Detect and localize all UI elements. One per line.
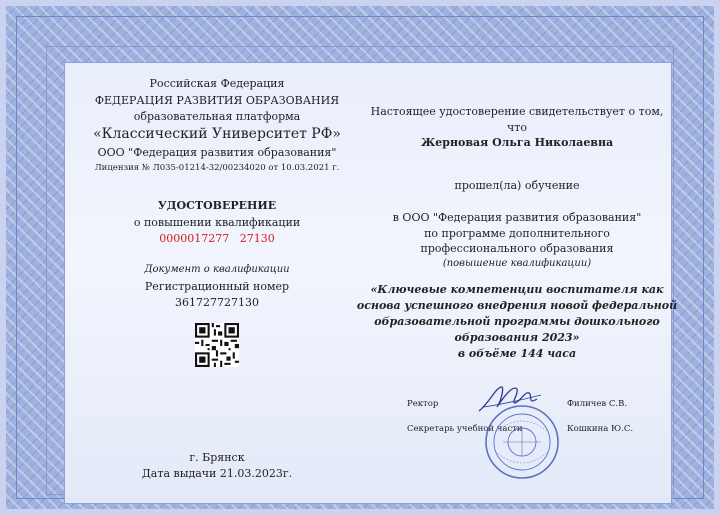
course-hours: в объёме 144 часа xyxy=(457,347,577,360)
course-title-line-4: образования 2023» xyxy=(454,331,580,344)
stamp-seal-icon xyxy=(483,403,561,481)
program-line-3: (повышение квалификации) xyxy=(442,258,592,269)
certificate-body xyxy=(64,62,678,504)
secretary-label: Секретарь учебной части xyxy=(407,424,523,434)
course-title-line-2: основа успешного внедрения новой федеральной xyxy=(356,299,678,312)
document-number: 0000017277 27130 xyxy=(159,232,275,245)
program-line-2: профессионального образования xyxy=(420,242,614,255)
qr-code-icon xyxy=(195,323,239,367)
city-text: г. Брянск xyxy=(189,451,245,464)
intro-line-1: Настоящее удостоверение свидетельствует о том, xyxy=(370,105,664,118)
platform-name: «Классический Университет РФ» xyxy=(93,126,341,142)
document-subtitle: о повышении квалификации xyxy=(133,216,301,229)
course-title-line-3: образовательной программы дошкольного xyxy=(374,315,660,328)
rector-label: Ректор xyxy=(407,399,439,409)
program-line-1: по программе дополнительного xyxy=(424,227,610,240)
passed-training-text: прошел(ла) обучение xyxy=(454,179,580,192)
registration-label: Регистрационный номер xyxy=(144,280,290,293)
rector-name: Филичев С.В. xyxy=(567,399,628,409)
training-organization: в ООО "Федерация развития образования" xyxy=(392,211,642,224)
document-type: Документ о квалификации xyxy=(144,264,290,275)
secretary-name: Кошкина Ю.С. xyxy=(567,424,634,434)
course-title-line-1: «Ключевые компетенции воспитателя как xyxy=(370,283,664,296)
license-text: Лицензия № Л035-01214-32/00234020 от 10.03.2021 г. xyxy=(94,163,340,173)
registration-number: 361727727130 xyxy=(175,296,259,309)
document-title: УДОСТОВЕРЕНИЕ xyxy=(157,199,277,212)
organization-text: ООО "Федерация развития образования" xyxy=(97,146,337,159)
issue-date: Дата выдачи 21.03.2023г. xyxy=(141,467,293,480)
country-text: Российская Федерация xyxy=(149,77,285,90)
recipient-name: Жерновая Ольга Николаевна xyxy=(420,136,614,149)
intro-line-2: что xyxy=(507,121,527,134)
federation-text: ФЕДЕРАЦИЯ РАЗВИТИЯ ОБРАЗОВАНИЯ xyxy=(94,94,340,107)
platform-label: образовательная платформа xyxy=(133,110,301,123)
